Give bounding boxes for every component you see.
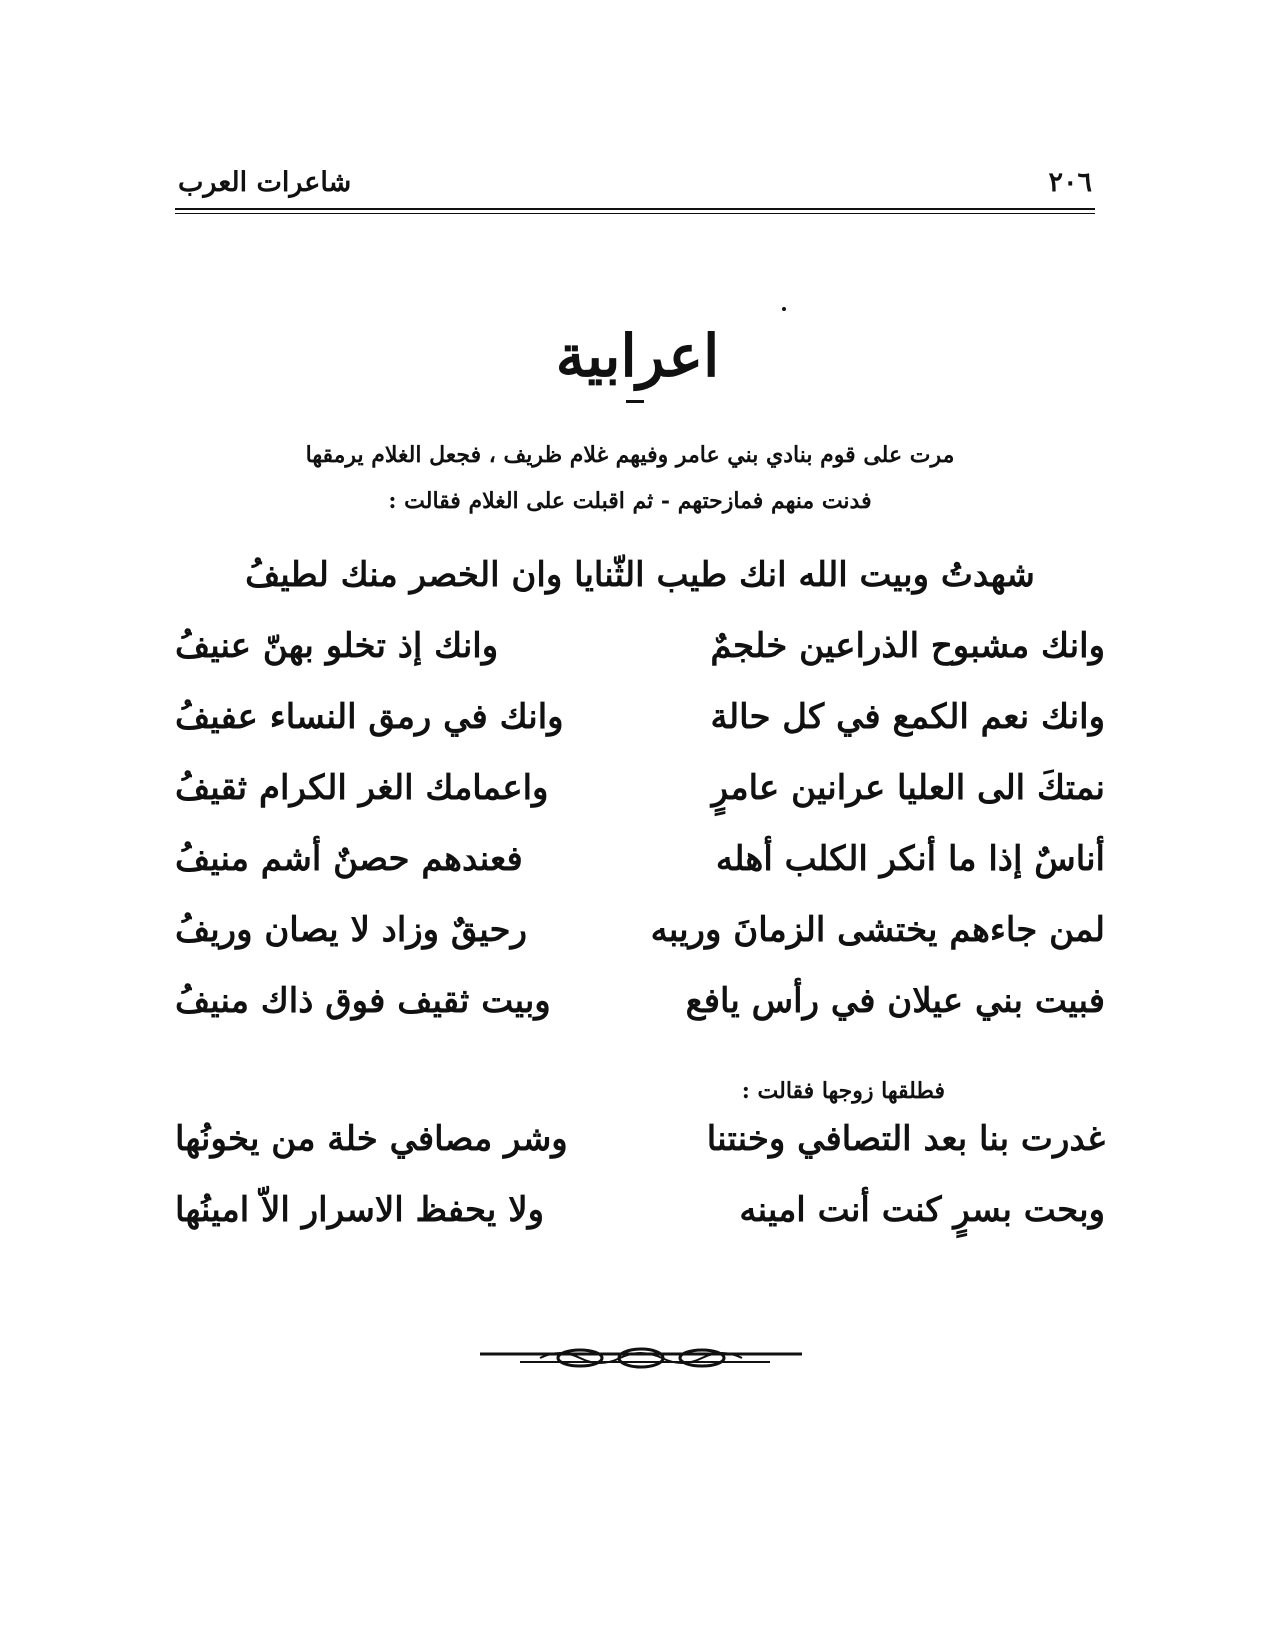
verse-line: [175, 966, 1105, 1037]
verse-line: [175, 895, 1105, 966]
poem-first: [175, 540, 1105, 1037]
hemistich-left: وشر مصافي خلة من يخونُها: [175, 1119, 568, 1159]
ornament-divider-icon: [480, 1342, 802, 1378]
hemistich-right: أناسٌ إذا ما أنكر الكلب أهله: [715, 839, 1105, 879]
narrative-note: فطلقها زوجها فقالت :: [741, 1078, 945, 1104]
hemistich-right: وبحت بسرٍ كنت أنت امينه: [739, 1190, 1105, 1230]
hemistich-left: وبيت ثقيف فوق ذاك منيفُ: [175, 981, 551, 1021]
hemistich-right: وانك نعم الكمع في كل حالة: [710, 697, 1105, 737]
page-header: [178, 160, 1092, 204]
hemistich-left: واعمامك الغر الكرام ثقيفُ: [175, 768, 549, 808]
verse-full: شهدتُ وبيت الله انك طيب الثّنايا وان الخصر منك لطيفُ: [245, 555, 1035, 595]
poem-title: اعرابية: [555, 322, 720, 390]
hemistich-left: وانك في رمق النساء عفيفُ: [175, 697, 564, 737]
verse-line: [175, 824, 1105, 895]
verse-line: [175, 682, 1105, 753]
hemistich-left: ولا يحفظ الاسرار الاّ امينُها: [175, 1190, 545, 1230]
hemistich-left: وانك إذ تخلو بهنّ عنيفُ: [175, 626, 499, 666]
hemistich-right: لمن جاءهم يختشى الزمانَ وريبه: [650, 910, 1105, 950]
intro-line-1: مرت على قوم بنادي بني عامر وفيهم غلام ظريف ، فجعل الغلام يرمقها: [305, 442, 955, 468]
header-rule: [175, 208, 1095, 214]
hemistich-right: نمتكَ الى العليا عرانين عامرٍ: [711, 768, 1105, 808]
verse-line: [175, 1104, 1105, 1175]
running-title: شاعرات العرب: [178, 166, 352, 198]
verse-line: [175, 611, 1105, 682]
hemistich-right: فبيت بني عيلان في رأس يافع: [685, 981, 1105, 1021]
verse-line: [175, 1175, 1105, 1246]
hemistich-left: فعندهم حصنٌ أشم منيفُ: [175, 839, 523, 879]
intro-paragraph: [235, 432, 1025, 524]
hemistich-left: رحيقٌ وزاد لا يصان وريفُ: [175, 910, 527, 950]
hemistich-right: غدرت بنا بعد التصافي وخنتنا: [706, 1119, 1105, 1159]
verse-line: [175, 540, 1105, 611]
speck-mark: [782, 307, 786, 311]
title-underline: [626, 400, 644, 403]
page-number: ٢٠٦: [1048, 166, 1092, 198]
verse-line: [175, 753, 1105, 824]
poem-second: [175, 1104, 1105, 1246]
intro-line-2: فدنت منهم فمازحتهم - ثم اقبلت على الغلام فقالت :: [388, 488, 872, 514]
hemistich-right: وانك مشبوح الذراعين خلجمٌ: [710, 626, 1105, 666]
